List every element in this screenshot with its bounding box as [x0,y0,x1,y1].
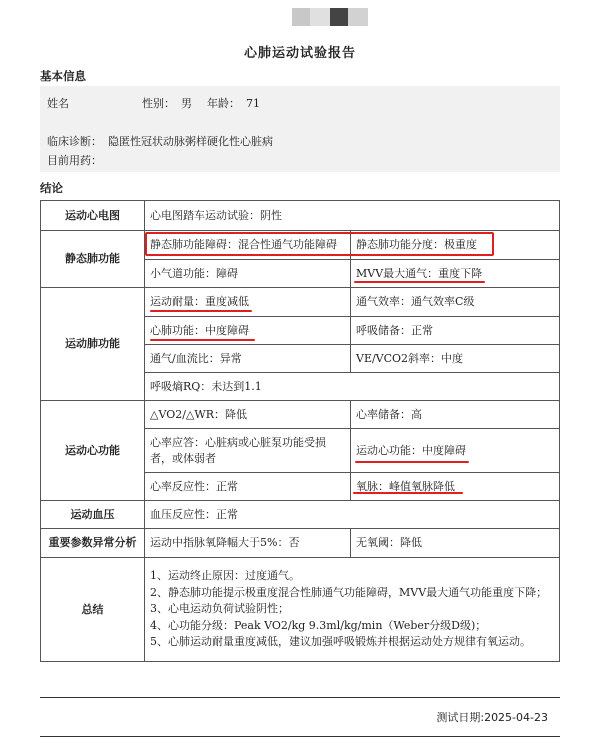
summary-item: 4、心功能分级：Peak VO2/kg 9.3ml/kg/min（Weber分级D级)； [150,618,487,632]
highlight-box-static-lung [145,232,494,256]
summary-item: 3、心电运动负荷试验阴性； [150,602,289,616]
gender-field [142,95,198,111]
table-cell: MVV最大通气：重度下降 [351,260,560,288]
table-cell: 呼吸熵RQ：未达到1.1 [145,373,560,401]
diagnosis-value: 隐匿性冠状动脉粥样硬化性心脏病 [108,135,273,148]
row-category: 运动心功能 [41,401,145,501]
report-title: 心肺运动试验报告 [243,46,356,61]
table-cell: 小气道功能：障碍 [145,260,351,288]
test-date: 测试日期:2025-04-23 [436,711,548,724]
table-cell: 静态肺功能分度：极重度 [351,231,560,260]
table-cell: 运动中指脉氧降幅大于5%：否 [145,529,351,558]
table-cell: 心率储备：高 [351,401,560,429]
table-row [41,501,560,529]
table-cell: 无氧阈：降低 [351,529,560,558]
gender-value: 男 [181,97,192,110]
gender-label: 性别： [142,97,175,110]
summary-item: 2、静态肺功能提示极重度混合性肺通气功能障碍，MVV最大通气功能重度下降； [150,585,548,599]
conclusion-table [40,200,560,662]
age-value: 71 [246,97,260,110]
diagnosis-label: 临床诊断： [47,135,102,148]
table-cell: 心率应答：心脏病或心脏泵功能受损者，或体弱者 [145,429,351,473]
table-cell: △VO2/△WR：降低 [145,401,351,429]
table-cell: 心电图踏车运动试验：阴性 [145,201,560,231]
row-category: 运动肺功能 [41,288,145,401]
footer-divider-bottom [40,736,560,737]
table-cell: 心肺功能：中度障碍 [145,317,351,345]
table-row [41,288,560,317]
row-category: 重要参数异常分析 [41,529,145,558]
underline-cardiopulmonary [150,339,255,341]
diagnosis-field [47,133,279,149]
table-cell: 静态肺功能障碍：混合性通气功能障碍 [145,231,351,260]
medication-label: 目前用药： [47,154,102,167]
row-category: 运动心电图 [41,201,145,231]
table-row [41,558,560,662]
medication-field [47,152,108,168]
conclusion-heading: 结论 [40,181,63,195]
table-cell: 血压反应性：正常 [145,501,560,529]
table-cell: 运动心功能：中度障碍 [351,429,560,473]
table-cell: 心率反应性：正常 [145,473,351,501]
row-category: 静态肺功能 [41,231,145,288]
age-field [207,95,266,111]
basic-info-heading: 基本信息 [40,69,86,83]
underline-oxygen-pulse [353,492,463,494]
summary-cell [145,558,560,662]
table-cell: 呼吸储备：正常 [351,317,560,345]
age-label: 年龄： [207,97,240,110]
row-category: 运动血压 [41,501,145,529]
summary-item: 1、运动终止原因：过度通气。 [150,569,300,583]
table-cell: 氧脉：峰值氧脉降低 [351,473,560,501]
underline-exercise-tolerance [150,310,252,312]
summary-item: 5、心肺运动耐量重度减低，建议加强呼吸锻炼并根据运动处方规律有氧运动。 [150,635,531,649]
table-cell: 通气/血流比：异常 [145,345,351,373]
name-label: 姓名 [47,97,69,110]
basic-info-panel [40,86,560,172]
underline-mvv [354,281,485,283]
row-category: 总结 [41,558,145,662]
footer-divider-top [40,697,560,698]
table-row [41,201,560,231]
table-cell: VE/VCO2斜率：中度 [351,345,560,373]
table-row [41,529,560,558]
table-row [41,401,560,429]
info-row-demographics [47,95,75,111]
table-cell: 运动耐量：重度减低 [145,288,351,317]
underline-exercise-cardiac [355,461,469,463]
table-cell: 通气效率：通气效率C级 [351,288,560,317]
